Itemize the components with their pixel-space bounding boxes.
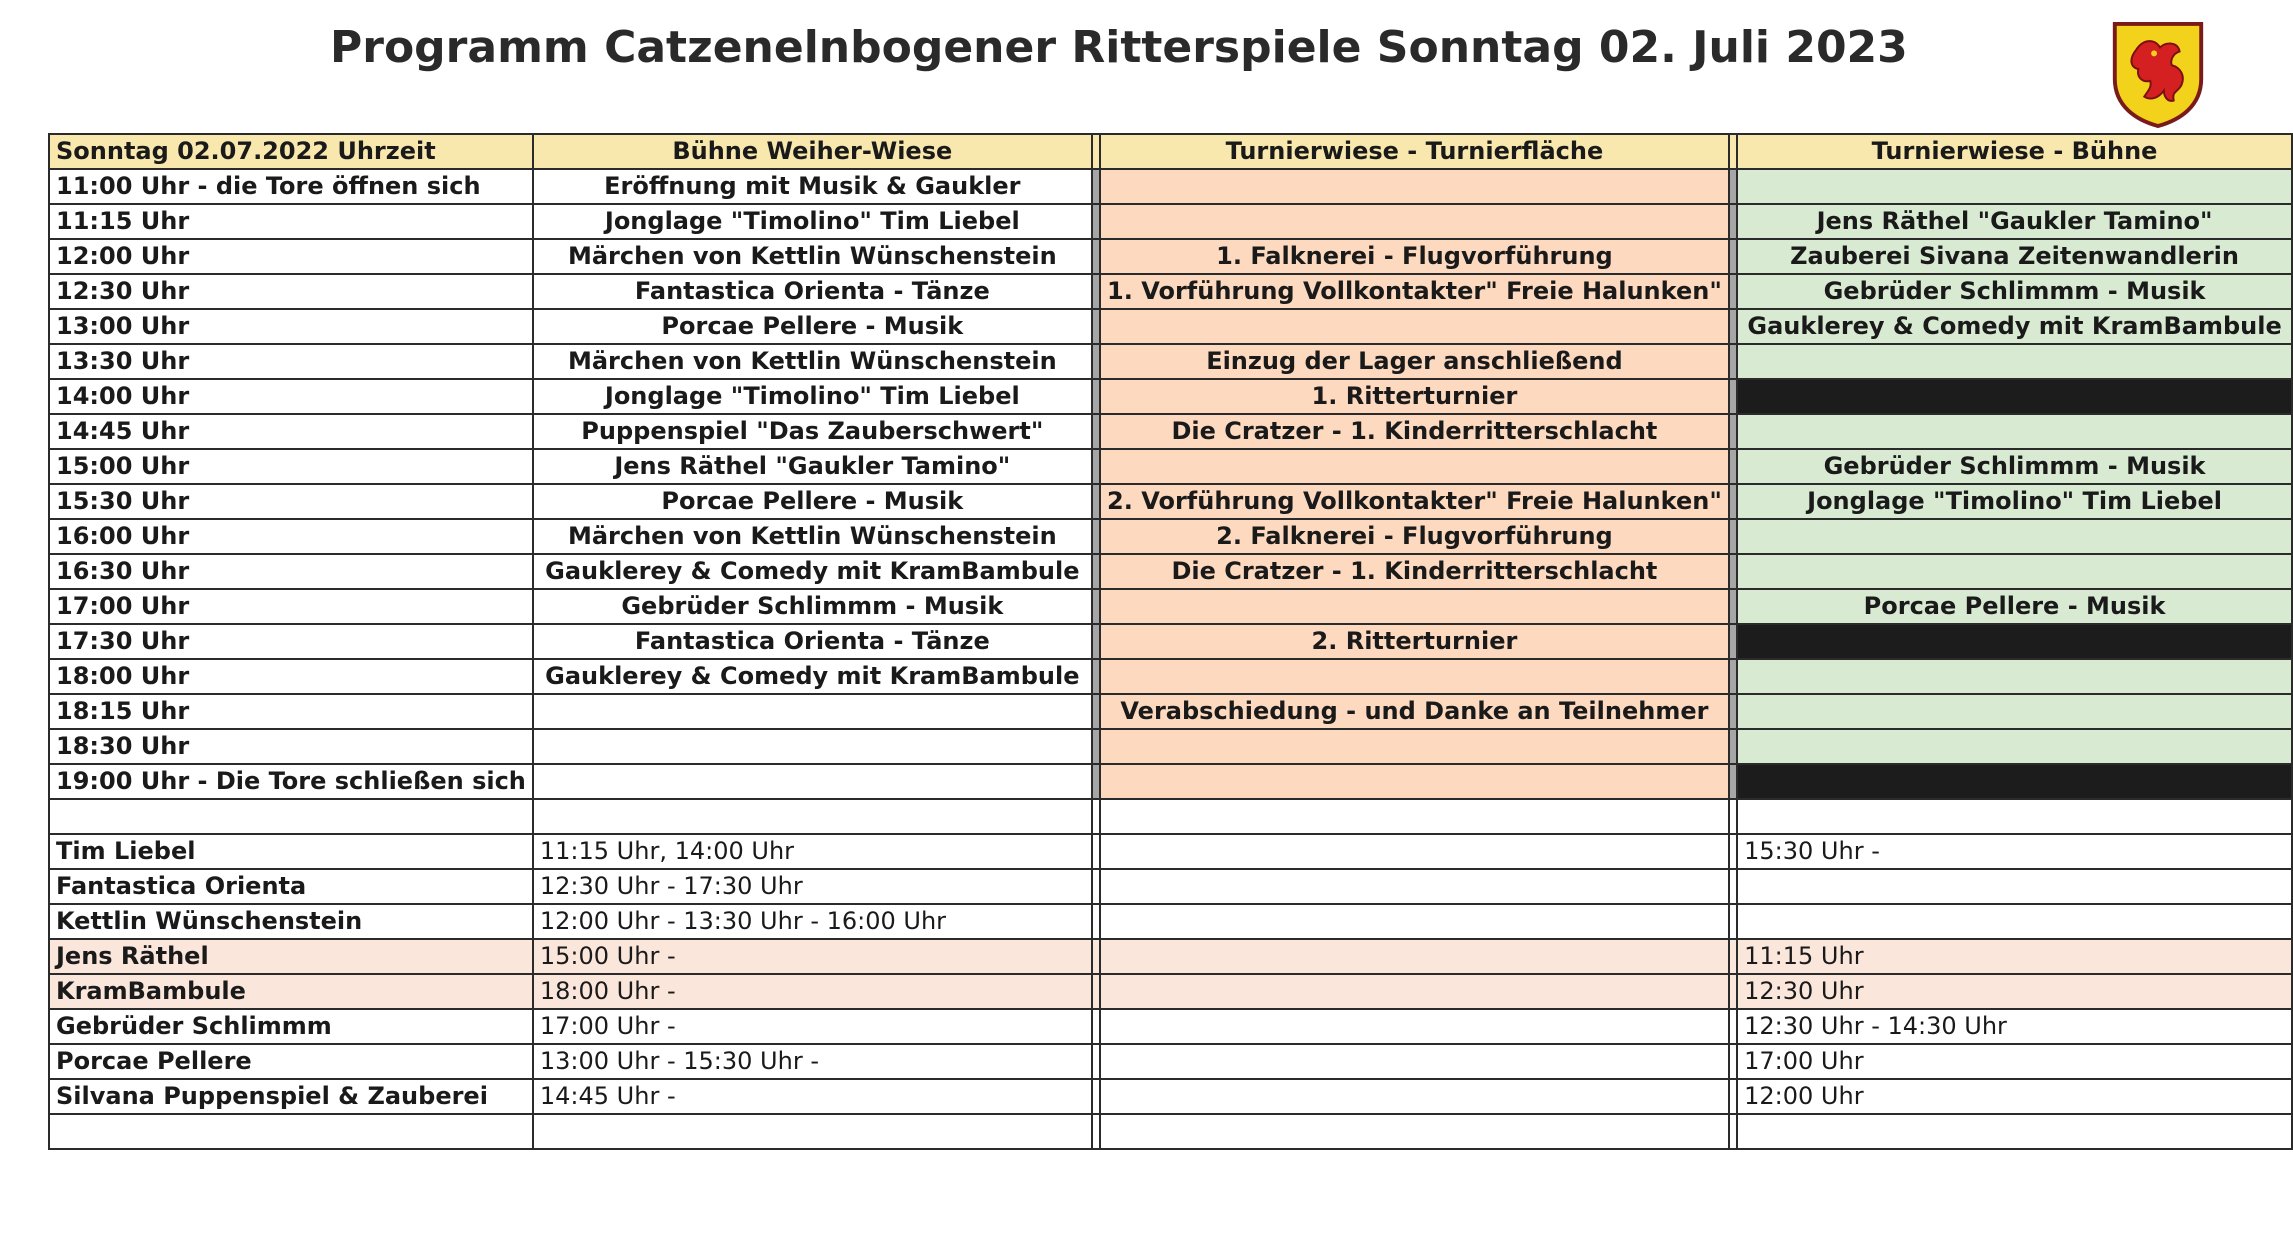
empty-cell [1729, 834, 1737, 869]
stage-weiher-wiese-cell: Puppenspiel "Das Zauberschwert" [533, 414, 1092, 449]
stage-weiher-wiese-cell: Porcae Pellere - Musik [533, 309, 1092, 344]
time-cell: 14:00 Uhr [49, 379, 533, 414]
stage-weiher-wiese-cell: Gauklerey & Comedy mit KramBambule [533, 659, 1092, 694]
stage-turnierflaeche-cell [1100, 449, 1729, 484]
column-separator [1092, 484, 1100, 519]
header-time: Sonntag 02.07.2022 Uhrzeit [49, 134, 533, 169]
stage-turnierwiese-buehne-cell [1737, 694, 2292, 729]
time-cell: 19:00 Uhr - Die Tore schließen sich [49, 764, 533, 799]
performer-times-buehne: 17:00 Uhr [1737, 1044, 2292, 1079]
stage-weiher-wiese-cell: Jonglage "Timolino" Tim Liebel [533, 204, 1092, 239]
stage-turnierwiese-buehne-cell [1737, 344, 2292, 379]
column-separator [1092, 519, 1100, 554]
schedule-row [49, 484, 2292, 519]
performer-name: Gebrüder Schlimmm [49, 1009, 533, 1044]
header-row [49, 134, 2292, 169]
time-cell: 14:45 Uhr [49, 414, 533, 449]
column-separator [1729, 134, 1737, 169]
time-cell: 12:30 Uhr [49, 274, 533, 309]
header-stage-turnierwiese-buehne: Turnierwiese - Bühne [1737, 134, 2292, 169]
performer-times-buehne: 12:30 Uhr [1737, 974, 2292, 1009]
empty-cell [49, 1114, 533, 1149]
stage-weiher-wiese-cell [533, 694, 1092, 729]
empty-cell [1092, 799, 1100, 834]
empty-cell [1100, 799, 1729, 834]
stage-turnierwiese-buehne-cell [1737, 764, 2292, 799]
schedule-row [49, 624, 2292, 659]
schedule-row [49, 729, 2292, 764]
empty-cell [1729, 904, 1737, 939]
performer-name: Kettlin Wünschenstein [49, 904, 533, 939]
stage-weiher-wiese-cell: Märchen von Kettlin Wünschenstein [533, 344, 1092, 379]
column-separator [1729, 624, 1737, 659]
stage-turnierwiese-buehne-cell [1737, 414, 2292, 449]
column-separator [1092, 134, 1100, 169]
column-separator [1092, 169, 1100, 204]
stage-turnierwiese-buehne-cell [1737, 729, 2292, 764]
performer-name: Porcae Pellere [49, 1044, 533, 1079]
schedule-row [49, 169, 2292, 204]
performer-row [49, 1009, 2292, 1044]
blank-row [49, 1114, 2292, 1149]
empty-cell [1729, 974, 1737, 1009]
stage-turnierwiese-buehne-cell: Zauberei Sivana Zeitenwandlerin [1737, 239, 2292, 274]
performer-row [49, 904, 2292, 939]
performer-row [49, 1079, 2292, 1114]
performer-row [49, 834, 2292, 869]
stage-turnierflaeche-cell: Die Cratzer - 1. Kinderritterschlacht [1100, 414, 1729, 449]
performer-times-buehne [1737, 904, 2292, 939]
performer-name: Tim Liebel [49, 834, 533, 869]
empty-cell [1092, 1009, 1100, 1044]
performer-row [49, 939, 2292, 974]
column-separator [1729, 274, 1737, 309]
stage-weiher-wiese-cell: Fantastica Orienta - Tänze [533, 274, 1092, 309]
column-separator [1729, 764, 1737, 799]
stage-turnierwiese-buehne-cell [1737, 554, 2292, 589]
time-cell: 12:00 Uhr [49, 239, 533, 274]
stage-turnierwiese-buehne-cell [1737, 169, 2292, 204]
performer-times-weiher-wiese: 13:00 Uhr - 15:30 Uhr - [533, 1044, 1092, 1079]
column-separator [1729, 519, 1737, 554]
performer-times-weiher-wiese: 14:45 Uhr - [533, 1079, 1092, 1114]
blank-row [49, 799, 2292, 834]
stage-turnierflaeche-cell [1100, 729, 1729, 764]
stage-turnierflaeche-cell: 2. Vorführung Vollkontakter" Freie Halunken" [1100, 484, 1729, 519]
performer-times-weiher-wiese: 18:00 Uhr - [533, 974, 1092, 1009]
empty-cell [1737, 1114, 2292, 1149]
schedule-row [49, 519, 2292, 554]
stage-turnierflaeche-cell: Verabschiedung - und Danke an Teilnehmer [1100, 694, 1729, 729]
time-cell: 16:30 Uhr [49, 554, 533, 589]
time-cell: 11:15 Uhr [49, 204, 533, 239]
performer-times-buehne [1737, 869, 2292, 904]
schedule-row [49, 309, 2292, 344]
page-title: Programm Catzenelnbogener Ritterspiele Sonntag 02. Juli 2023 [330, 22, 1908, 73]
column-separator [1729, 344, 1737, 379]
column-separator [1729, 414, 1737, 449]
column-separator [1729, 694, 1737, 729]
performer-name: KramBambule [49, 974, 533, 1009]
empty-cell [1100, 904, 1729, 939]
time-cell: 15:00 Uhr [49, 449, 533, 484]
performer-row [49, 869, 2292, 904]
empty-cell [1737, 799, 2292, 834]
empty-cell [1729, 869, 1737, 904]
empty-cell [1100, 939, 1729, 974]
time-cell: 17:30 Uhr [49, 624, 533, 659]
schedule-row [49, 414, 2292, 449]
stage-turnierwiese-buehne-cell: Porcae Pellere - Musik [1737, 589, 2292, 624]
stage-weiher-wiese-cell: Eröffnung mit Musik & Gaukler [533, 169, 1092, 204]
time-cell: 17:00 Uhr [49, 589, 533, 624]
stage-turnierflaeche-cell: 1. Ritterturnier [1100, 379, 1729, 414]
column-separator [1092, 204, 1100, 239]
header-stage-turnierflaeche: Turnierwiese - Turnierfläche [1100, 134, 1729, 169]
performer-name: Jens Räthel [49, 939, 533, 974]
column-separator [1729, 449, 1737, 484]
column-separator [1729, 659, 1737, 694]
performer-row [49, 1044, 2292, 1079]
schedule-row [49, 554, 2292, 589]
column-separator [1092, 414, 1100, 449]
stage-turnierflaeche-cell [1100, 309, 1729, 344]
stage-turnierflaeche-cell [1100, 764, 1729, 799]
time-cell: 16:00 Uhr [49, 519, 533, 554]
performer-times-buehne: 11:15 Uhr [1737, 939, 2292, 974]
performer-name: Silvana Puppenspiel & Zauberei [49, 1079, 533, 1114]
schedule-row [49, 694, 2292, 729]
schedule-row [49, 204, 2292, 239]
stage-turnierwiese-buehne-cell: Jonglage "Timolino" Tim Liebel [1737, 484, 2292, 519]
performer-times-weiher-wiese: 17:00 Uhr - [533, 1009, 1092, 1044]
time-cell: 18:00 Uhr [49, 659, 533, 694]
stage-turnierflaeche-cell [1100, 589, 1729, 624]
stage-turnierflaeche-cell: Die Cratzer - 1. Kinderritterschlacht [1100, 554, 1729, 589]
empty-cell [1729, 1079, 1737, 1114]
stage-weiher-wiese-cell: Jens Räthel "Gaukler Tamino" [533, 449, 1092, 484]
performer-times-weiher-wiese: 12:30 Uhr - 17:30 Uhr [533, 869, 1092, 904]
stage-weiher-wiese-cell: Märchen von Kettlin Wünschenstein [533, 239, 1092, 274]
empty-cell [1729, 1044, 1737, 1079]
performer-times-buehne: 15:30 Uhr - [1737, 834, 2292, 869]
empty-cell [1729, 1114, 1737, 1149]
red-lion-on-yellow-shield-icon [2106, 20, 2210, 128]
column-separator [1092, 694, 1100, 729]
schedule-row [49, 659, 2292, 694]
stage-weiher-wiese-cell [533, 764, 1092, 799]
column-separator [1092, 589, 1100, 624]
time-cell: 18:15 Uhr [49, 694, 533, 729]
header-stage-weiher-wiese: Bühne Weiher-Wiese [533, 134, 1092, 169]
column-separator [1092, 274, 1100, 309]
stage-turnierwiese-buehne-cell: Jens Räthel "Gaukler Tamino" [1737, 204, 2292, 239]
performer-times-buehne: 12:00 Uhr [1737, 1079, 2292, 1114]
time-cell: 18:30 Uhr [49, 729, 533, 764]
column-separator [1729, 554, 1737, 589]
empty-cell [1092, 974, 1100, 1009]
stage-turnierflaeche-cell: 1. Vorführung Vollkontakter" Freie Halunken" [1100, 274, 1729, 309]
column-separator [1729, 204, 1737, 239]
schedule-row [49, 449, 2292, 484]
empty-cell [49, 799, 533, 834]
schedule-row [49, 589, 2292, 624]
schedule-row [49, 274, 2292, 309]
column-separator [1092, 309, 1100, 344]
column-separator [1729, 239, 1737, 274]
stage-turnierwiese-buehne-cell: Gebrüder Schlimmm - Musik [1737, 274, 2292, 309]
column-separator [1729, 589, 1737, 624]
performer-times-weiher-wiese: 11:15 Uhr, 14:00 Uhr [533, 834, 1092, 869]
empty-cell [1729, 799, 1737, 834]
stage-turnierflaeche-cell [1100, 204, 1729, 239]
empty-cell [1092, 904, 1100, 939]
schedule-row [49, 344, 2292, 379]
stage-turnierflaeche-cell [1100, 659, 1729, 694]
schedule-row [49, 379, 2292, 414]
column-separator [1092, 379, 1100, 414]
stage-weiher-wiese-cell: Fantastica Orienta - Tänze [533, 624, 1092, 659]
stage-weiher-wiese-cell [533, 729, 1092, 764]
time-cell: 13:00 Uhr [49, 309, 533, 344]
empty-cell [1100, 1044, 1729, 1079]
empty-cell [1100, 974, 1729, 1009]
empty-cell [1729, 939, 1737, 974]
stage-turnierflaeche-cell: Einzug der Lager anschließend [1100, 344, 1729, 379]
stage-weiher-wiese-cell: Porcae Pellere - Musik [533, 484, 1092, 519]
empty-cell [1100, 834, 1729, 869]
column-separator [1092, 344, 1100, 379]
stage-turnierflaeche-cell: 1. Falknerei - Flugvorführung [1100, 239, 1729, 274]
performer-name: Fantastica Orienta [49, 869, 533, 904]
time-cell: 11:00 Uhr - die Tore öffnen sich [49, 169, 533, 204]
empty-cell [1100, 1009, 1729, 1044]
empty-cell [1092, 939, 1100, 974]
performer-times-weiher-wiese: 15:00 Uhr - [533, 939, 1092, 974]
time-cell: 15:30 Uhr [49, 484, 533, 519]
column-separator [1092, 449, 1100, 484]
empty-cell [1092, 1079, 1100, 1114]
empty-cell [533, 799, 1092, 834]
column-separator [1729, 309, 1737, 344]
column-separator [1092, 729, 1100, 764]
column-separator [1729, 379, 1737, 414]
column-separator [1092, 239, 1100, 274]
stage-turnierflaeche-cell: 2. Falknerei - Flugvorführung [1100, 519, 1729, 554]
column-separator [1092, 554, 1100, 589]
stage-turnierflaeche-cell: 2. Ritterturnier [1100, 624, 1729, 659]
performer-times-weiher-wiese: 12:00 Uhr - 13:30 Uhr - 16:00 Uhr [533, 904, 1092, 939]
empty-cell [1100, 1079, 1729, 1114]
performer-row [49, 974, 2292, 1009]
empty-cell [1092, 869, 1100, 904]
empty-cell [533, 1114, 1092, 1149]
empty-cell [1100, 869, 1729, 904]
column-separator [1729, 169, 1737, 204]
empty-cell [1092, 1114, 1100, 1149]
column-separator [1729, 484, 1737, 519]
empty-cell [1729, 1009, 1737, 1044]
schedule-table [48, 133, 2293, 1150]
stage-turnierwiese-buehne-cell: Gebrüder Schlimmm - Musik [1737, 449, 2292, 484]
column-separator [1092, 764, 1100, 799]
empty-cell [1092, 834, 1100, 869]
column-separator [1092, 624, 1100, 659]
column-separator [1092, 659, 1100, 694]
stage-weiher-wiese-cell: Märchen von Kettlin Wünschenstein [533, 519, 1092, 554]
empty-cell [1100, 1114, 1729, 1149]
empty-cell [1092, 1044, 1100, 1079]
stage-weiher-wiese-cell: Gebrüder Schlimmm - Musik [533, 589, 1092, 624]
stage-turnierwiese-buehne-cell [1737, 519, 2292, 554]
time-cell: 13:30 Uhr [49, 344, 533, 379]
stage-turnierwiese-buehne-cell [1737, 624, 2292, 659]
stage-weiher-wiese-cell: Gauklerey & Comedy mit KramBambule [533, 554, 1092, 589]
stage-turnierflaeche-cell [1100, 169, 1729, 204]
column-separator [1729, 729, 1737, 764]
stage-weiher-wiese-cell: Jonglage "Timolino" Tim Liebel [533, 379, 1092, 414]
performer-times-buehne: 12:30 Uhr - 14:30 Uhr [1737, 1009, 2292, 1044]
schedule-row [49, 239, 2292, 274]
stage-turnierwiese-buehne-cell: Gauklerey & Comedy mit KramBambule [1737, 309, 2292, 344]
stage-turnierwiese-buehne-cell [1737, 659, 2292, 694]
stage-turnierwiese-buehne-cell [1737, 379, 2292, 414]
schedule-row [49, 764, 2292, 799]
